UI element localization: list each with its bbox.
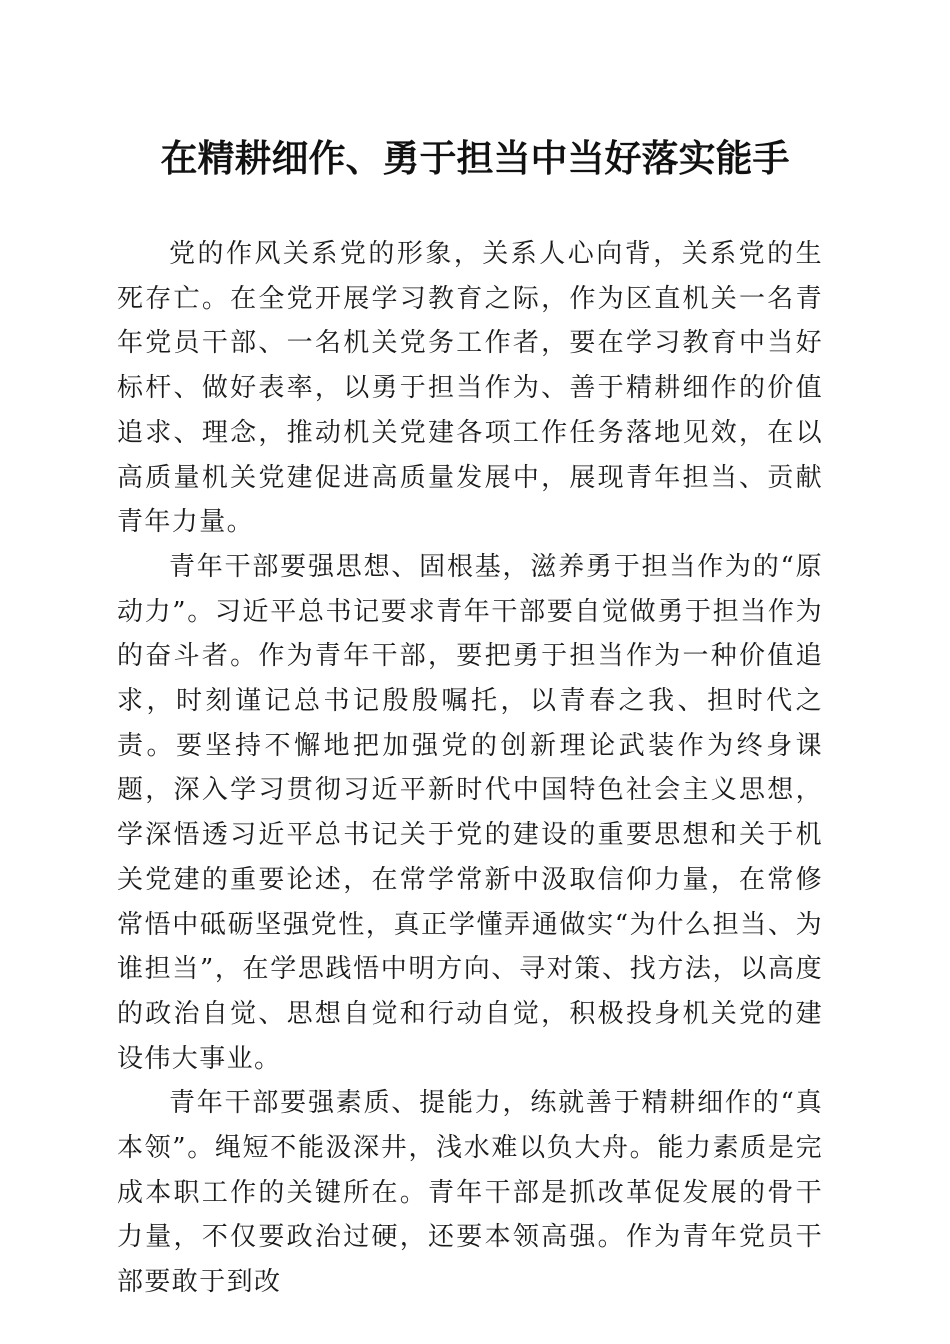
document-title: 在精耕细作、勇于担当中当好落实能手 xyxy=(160,136,790,180)
paragraph-3: 青年干部要强素质、提能力，练就善于精耕细作的“真本领”。绳短不能汲深井，浅水难以负大舟。能力素质是完成本职工作的关键所在。青年干部是抓改革促发展的骨干力量，不仅要政治过硬，还要本领高强。作为青年党员干部要敢于到改 xyxy=(117,1088,823,1298)
paragraph-1: 党的作风关系党的形象，关系人心向背，关系党的生死存亡。在全党开展学习教育之际，作为区直机关一名青年党员干部、一名机关党务工作者，要在学习教育中当好标杆、做好表率，以勇于担当作为、善于精耕细作的价值追求、理念，推动机关党建各项工作任务落地见效，在以高质量机关党建促进高质量发展中，展现青年担当、贡献青年力量。 xyxy=(117,239,823,538)
document-body xyxy=(117,232,823,1305)
paragraph-2: 青年干部要强思想、固根基，滋养勇于担当作为的“原动力”。习近平总书记要求青年干部要自觉做勇于担当作为的奋斗者。作为青年干部，要把勇于担当作为一种价值追求，时刻谨记总书记殷殷嘱托，以青春之我、担时代之责。要坚持不懈地把加强党的创新理论武装作为终身课题，深入学习贯彻习近平新时代中国特色社会主义思想，学深悟透习近平总书记关于党的建设的重要思想和关于机关党建的重要论述，在常学常新中汲取信仰力量，在常修常悟中砥砺坚强党性，真正学懂弄通做实“为什么担当、为谁担当”，在学思践悟中明方向、寻对策、找方法，以高度的政治自觉、思想自觉和行动自觉，积极投身机关党的建设伟大事业。 xyxy=(117,551,823,1074)
